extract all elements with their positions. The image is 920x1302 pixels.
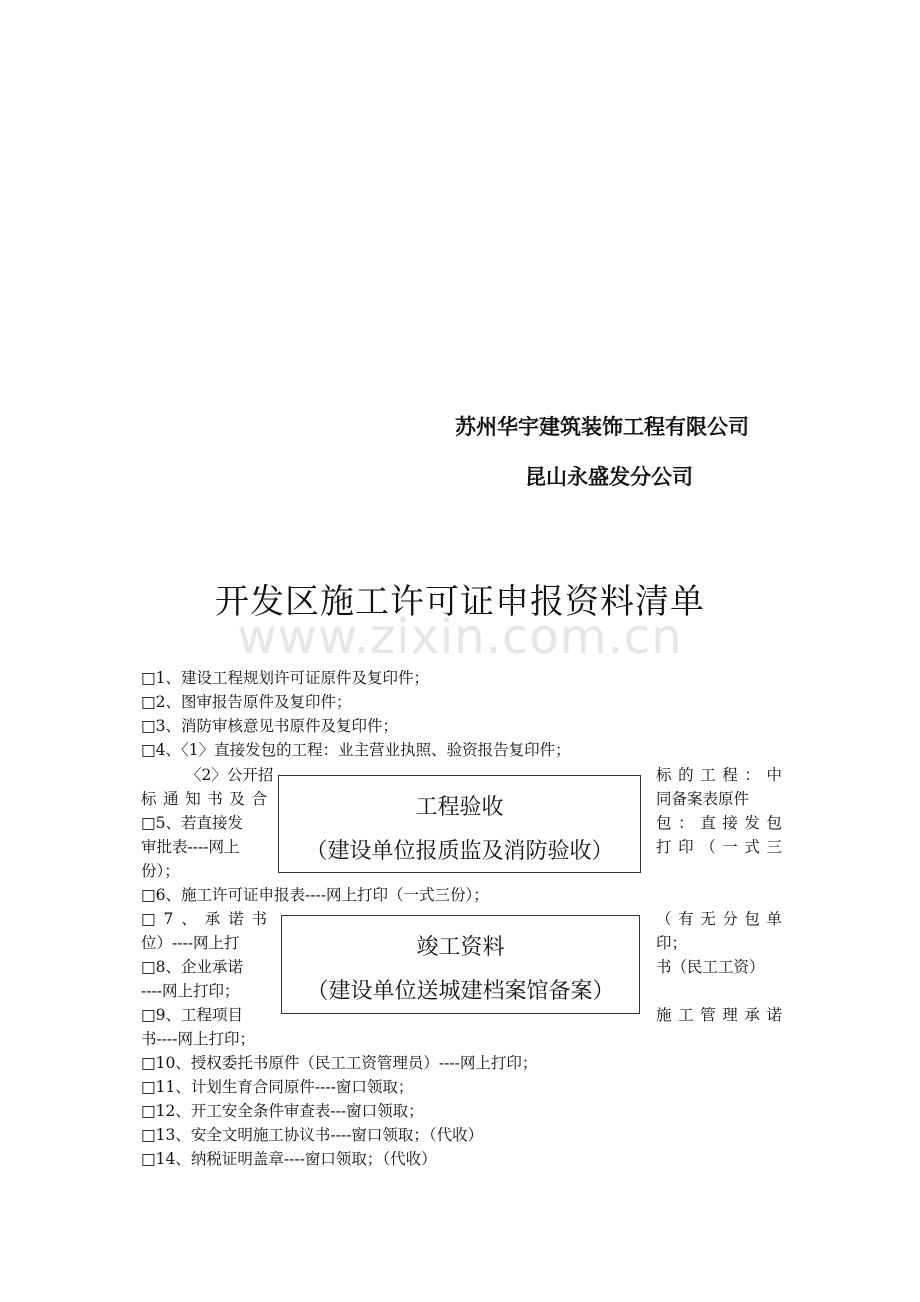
- list-item-fragment: □7、承诺书: [141, 910, 267, 928]
- list-item-fragment: 标通知书及合: [141, 790, 267, 808]
- document-title: 开发区施工许可证申报资料清单: [215, 582, 705, 622]
- list-item: □13、安全文明施工协议书----窗口领取；（代收）: [141, 1126, 484, 1144]
- list-item-fragment: 份）；: [141, 862, 180, 880]
- company-name: 苏州华宇建筑装饰工程有限公司: [455, 415, 749, 439]
- list-item-fragment: 书----网上打印；: [141, 1030, 255, 1048]
- list-item: □2、图审报告原件及复印件；: [141, 693, 352, 711]
- list-item: □10、授权委托书原件（民工工资管理员）----网上打印；: [141, 1054, 538, 1072]
- list-item-fragment: 打印（一式三: [656, 838, 782, 856]
- list-item: □3、消防审核意见书原件及复印件；: [141, 717, 399, 735]
- list-item: □14、纳税证明盖章----窗口领取；（代收）: [141, 1150, 437, 1168]
- list-item-fragment: 印；: [656, 934, 688, 952]
- list-item-fragment: 包：直接发包: [656, 814, 782, 832]
- list-item-fragment: 审批表----网上: [141, 838, 240, 856]
- list-item-fragment: □9、工程项目: [141, 1006, 244, 1024]
- list-item-fragment: 标的工程：中: [656, 766, 782, 784]
- acceptance-textbox: [278, 775, 641, 873]
- list-item-fragment: （有无分包单: [656, 910, 782, 928]
- list-item-fragment: ----网上打印；: [141, 982, 240, 1000]
- list-item: □12、开工安全条件审查表---窗口领取；: [141, 1102, 424, 1120]
- acceptance-title: 工程验收: [415, 795, 504, 820]
- archive-subtitle: （建设单位送城建档案馆备案）: [306, 979, 615, 1004]
- list-item-fragment: 书（民工工资）: [656, 958, 765, 976]
- archive-textbox: [281, 915, 640, 1014]
- list-item-fragment: 位）----网上打: [141, 934, 240, 952]
- archive-title: 竣工资料: [416, 935, 505, 960]
- list-item: □6、施工许可证申报表----网上打印（一式三份）；: [141, 886, 489, 904]
- list-item-fragment: 〈2〉公开招: [186, 766, 274, 784]
- acceptance-subtitle: （建设单位报质监及消防验收）: [305, 839, 614, 864]
- list-item: □4、〈1〉直接发包的工程：业主营业执照、验资报告复印件；: [141, 741, 571, 759]
- branch-name: 昆山永盛发分公司: [525, 465, 693, 489]
- list-item: □1、建设工程规划许可证原件及复印件；: [141, 669, 430, 687]
- list-item: □11、计划生育合同原件----窗口领取；: [141, 1078, 414, 1096]
- list-item-fragment: 施工管理承诺: [656, 1006, 782, 1024]
- list-item-fragment: 同备案表原件: [656, 790, 750, 808]
- watermark: www.zixin.com.cn: [237, 609, 683, 665]
- list-item-fragment: □5、若直接发: [141, 814, 244, 832]
- list-item-fragment: □8、企业承诺: [141, 958, 244, 976]
